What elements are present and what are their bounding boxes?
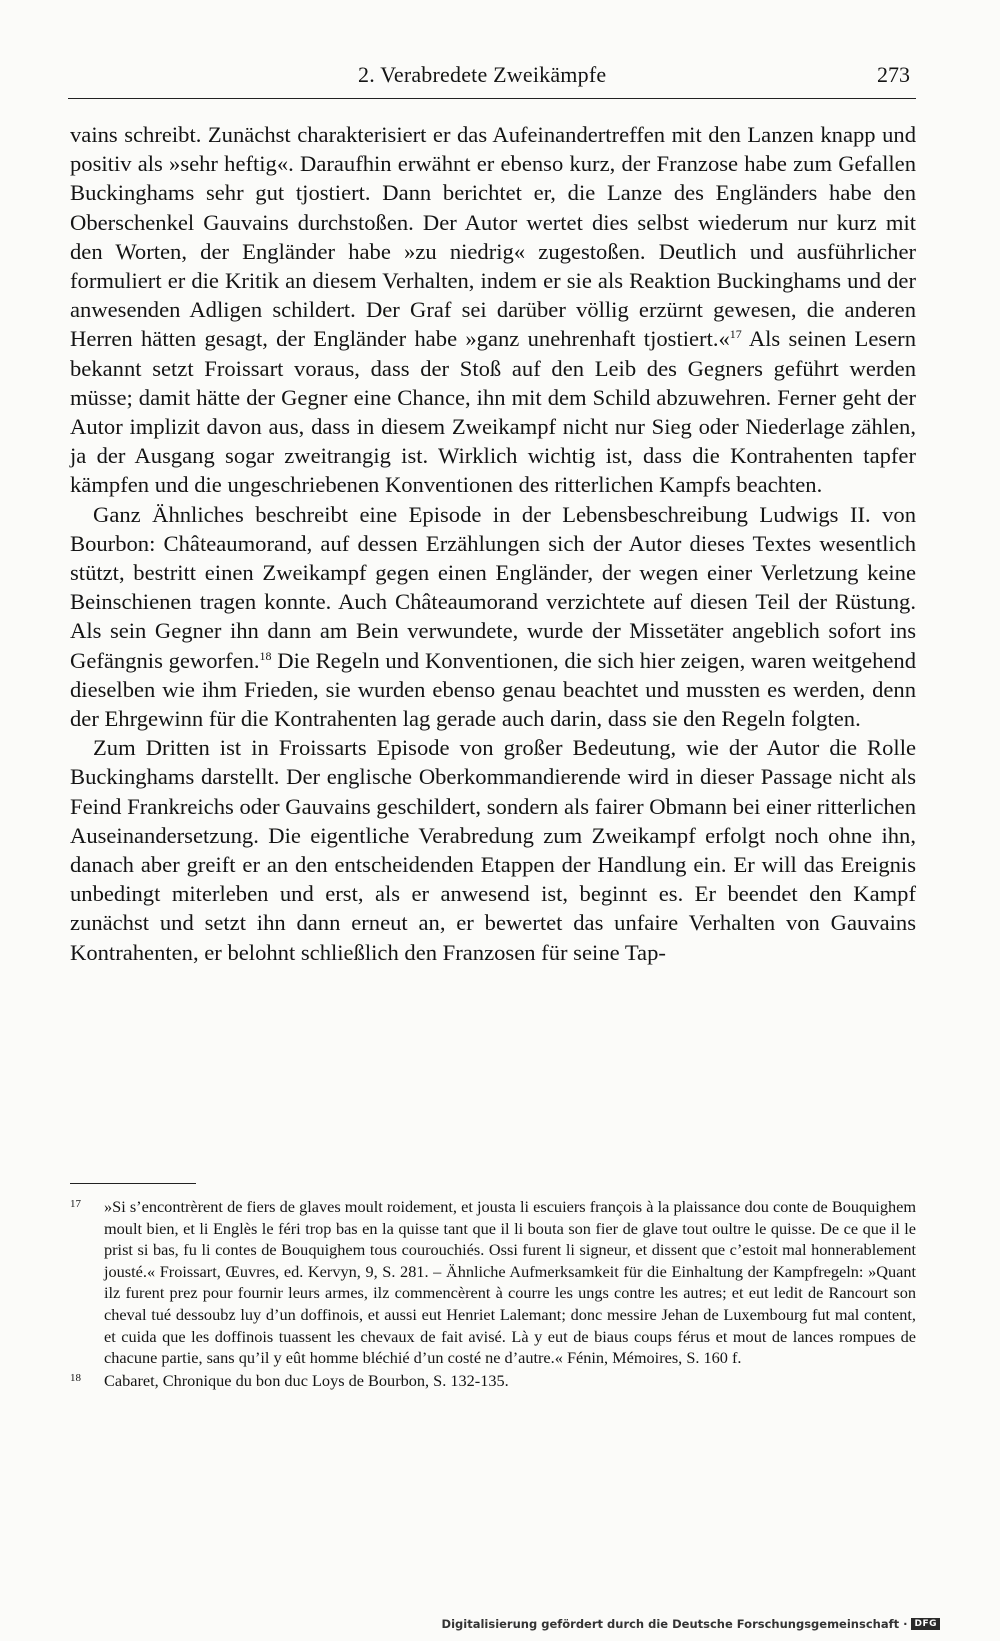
paragraph [70, 120, 916, 500]
page-number: 273 [877, 62, 910, 87]
footnote-reference-17[interactable]: 17 [729, 327, 742, 342]
footnote-18 [70, 1370, 916, 1392]
footnote-reference-18[interactable]: 18 [259, 648, 272, 663]
main-text [70, 120, 916, 967]
footnote-text: Cabaret, Chronique du bon duc Loys de Bourbon, S. 132-135. [104, 1370, 509, 1390]
footnote-number: 18 [70, 1371, 81, 1384]
footnotes [70, 1196, 916, 1392]
paragraph-text: vains schreibt. Zunächst charakterisiert er das Aufeinandertreffen mit den Lanzen knapp und positiv als »sehr heftig«. Daraufhin erwähnt er ebenso kurz, der Franzose habe zum Gefallen Buckinghams sehr gut tjostiert. Dann berichtet er, die Lanze des Engländers habe den Oberschenkel Gauvains durchstoßen. Der Autor wertet dies selbst wiederum nur kurz mit den Worten, der Engländer habe »zu niedrig« zugestoßen. Deutlich und ausführlicher formuliert er die Kritik an diesem Verhalten, indem er sie als Reaktion Buckinghams und der anwesenden Adligen schildert. Der Graf sei darüber völlig erzürnt gewesen, die anderen Herren hätten gesagt, der Engländer habe »ganz unehrenhaft tjostiert.« [70, 122, 916, 352]
paragraph-text: Die Regeln und Konventionen, die sich hier zeigen, waren weitgehend dieselben wie ihm Frieden, sie wurden ebenso genau beachtet und mussten es werden, denn der Ehrgewinn für die Kontrahenten lag gerade auch darin, dass sie den Regeln folgten. [70, 647, 916, 732]
footnote-17 [70, 1196, 916, 1369]
footnote-text: »Si s’encontrèrent de fiers de glaves moult roidement, et jousta li escuiers françois à la plaissance dou conte de Bouquighem moult bien, et li Englès le féri trop bas en la quisse tant que il li bouta son fier de glave tout oultre le quisse. De ce que il le prist si bas, fu li contes de Bouquighem tous courouchiés. Ossi furent li signeur, et dissent que c’estoit mal honnerablement jousté.« Froissart, Œuvres, ed. Kervyn, 9, S. 281. – Ähnliche Aufmerksamkeit für die Einhaltung der Kampfregeln: »Quant ilz furent prez pour fournir leurs armes, ilz commencèrent à courre les ungs contre les autres; et eut ledit de Rancourt son cheval tué dessoubz luy d’un doffinois, et aussi eut Henriet Lalemant; donc messire Jehan de Luxembourg fut mal content, et cuida que les doffinois tuassent les chevaux de fait avisé. Là y eut de biaus coups férus et mout de lances rompues de chacune partie, sans qu’il y eût homme bléchié d’un costé ne d’autre.« Fénin, Mémoires, S. 160 f. [104, 1197, 916, 1368]
running-header [68, 62, 916, 99]
running-title: 2. Verabredete Zweikämpfe [358, 62, 607, 87]
paragraph-text: Als seinen Lesern bekannt setzt Froissart voraus, dass der Stoß auf den Leib des Gegners geführt werden müsse; damit hätte der Gegner eine Chance, ihn mit dem Schild abzuwehren. Ferner geht der Autor implizit davon aus, dass in diesem Zweikampf nicht nur Sieg oder Niederlage zählen, ja der Ausgang sogar zweitrangig ist. Wirklich wichtig ist, dass die Kontrahenten tapfer kämpfen und die ungeschriebenen Konventionen des ritterlichen Kampfs beachten. [70, 326, 917, 498]
footnote-divider [70, 1183, 196, 1184]
colophon-text: Digitalisierung gefördert durch die Deutsche Forschungsgemeinschaft · [441, 1617, 908, 1631]
paragraph [70, 733, 916, 967]
digitization-colophon [442, 1617, 940, 1631]
dfg-logo: DFG [911, 1618, 940, 1630]
footnote-number: 17 [70, 1198, 81, 1210]
paragraph-text: Ganz Ähnliches beschreibt eine Episode in der Lebensbeschreibung Ludwigs II. von Bourbon: Châteaumorand, auf dessen Erzählungen sich der Autor dieses Textes wesentlich stützt, bestritt einen Zweikampf gegen einen Engländer, der wegen einer Verletzung keine Beinschienen tragen konnte. Auch Châteaumorand verzichtete auf diesen Teil der Rüstung. Als sein Gegner ihn dann am Bein verwundete, wurde der Missetäter angeblich sofort ins Gefängnis geworfen. [70, 501, 916, 673]
paragraph [70, 500, 916, 734]
paragraph-text: Zum Dritten ist in Froissarts Episode von großer Bedeutung, wie der Autor die Rolle Buckinghams darstellt. Der englische Oberkommandierende wird in dieser Passage nicht als Feind Frankreichs oder Gauvains geschildert, sondern als fairer Obmann bei einer ritterlichen Auseinandersetzung. Die eigentliche Verabredung zum Zweikampf erfolgt noch ohne ihn, danach aber greift er an den entscheidenden Etappen der Handlung ein. Er will das Ereignis unbedingt miterleben und erst, als er anwesend ist, beginnt es. Er beendet den Kampf zunächst und setzt ihn dann erneut an, er bewertet das unfaire Verhalten von Gauvains Kontrahenten, er belohnt schließlich den Franzosen für seine Tap- [70, 735, 916, 965]
